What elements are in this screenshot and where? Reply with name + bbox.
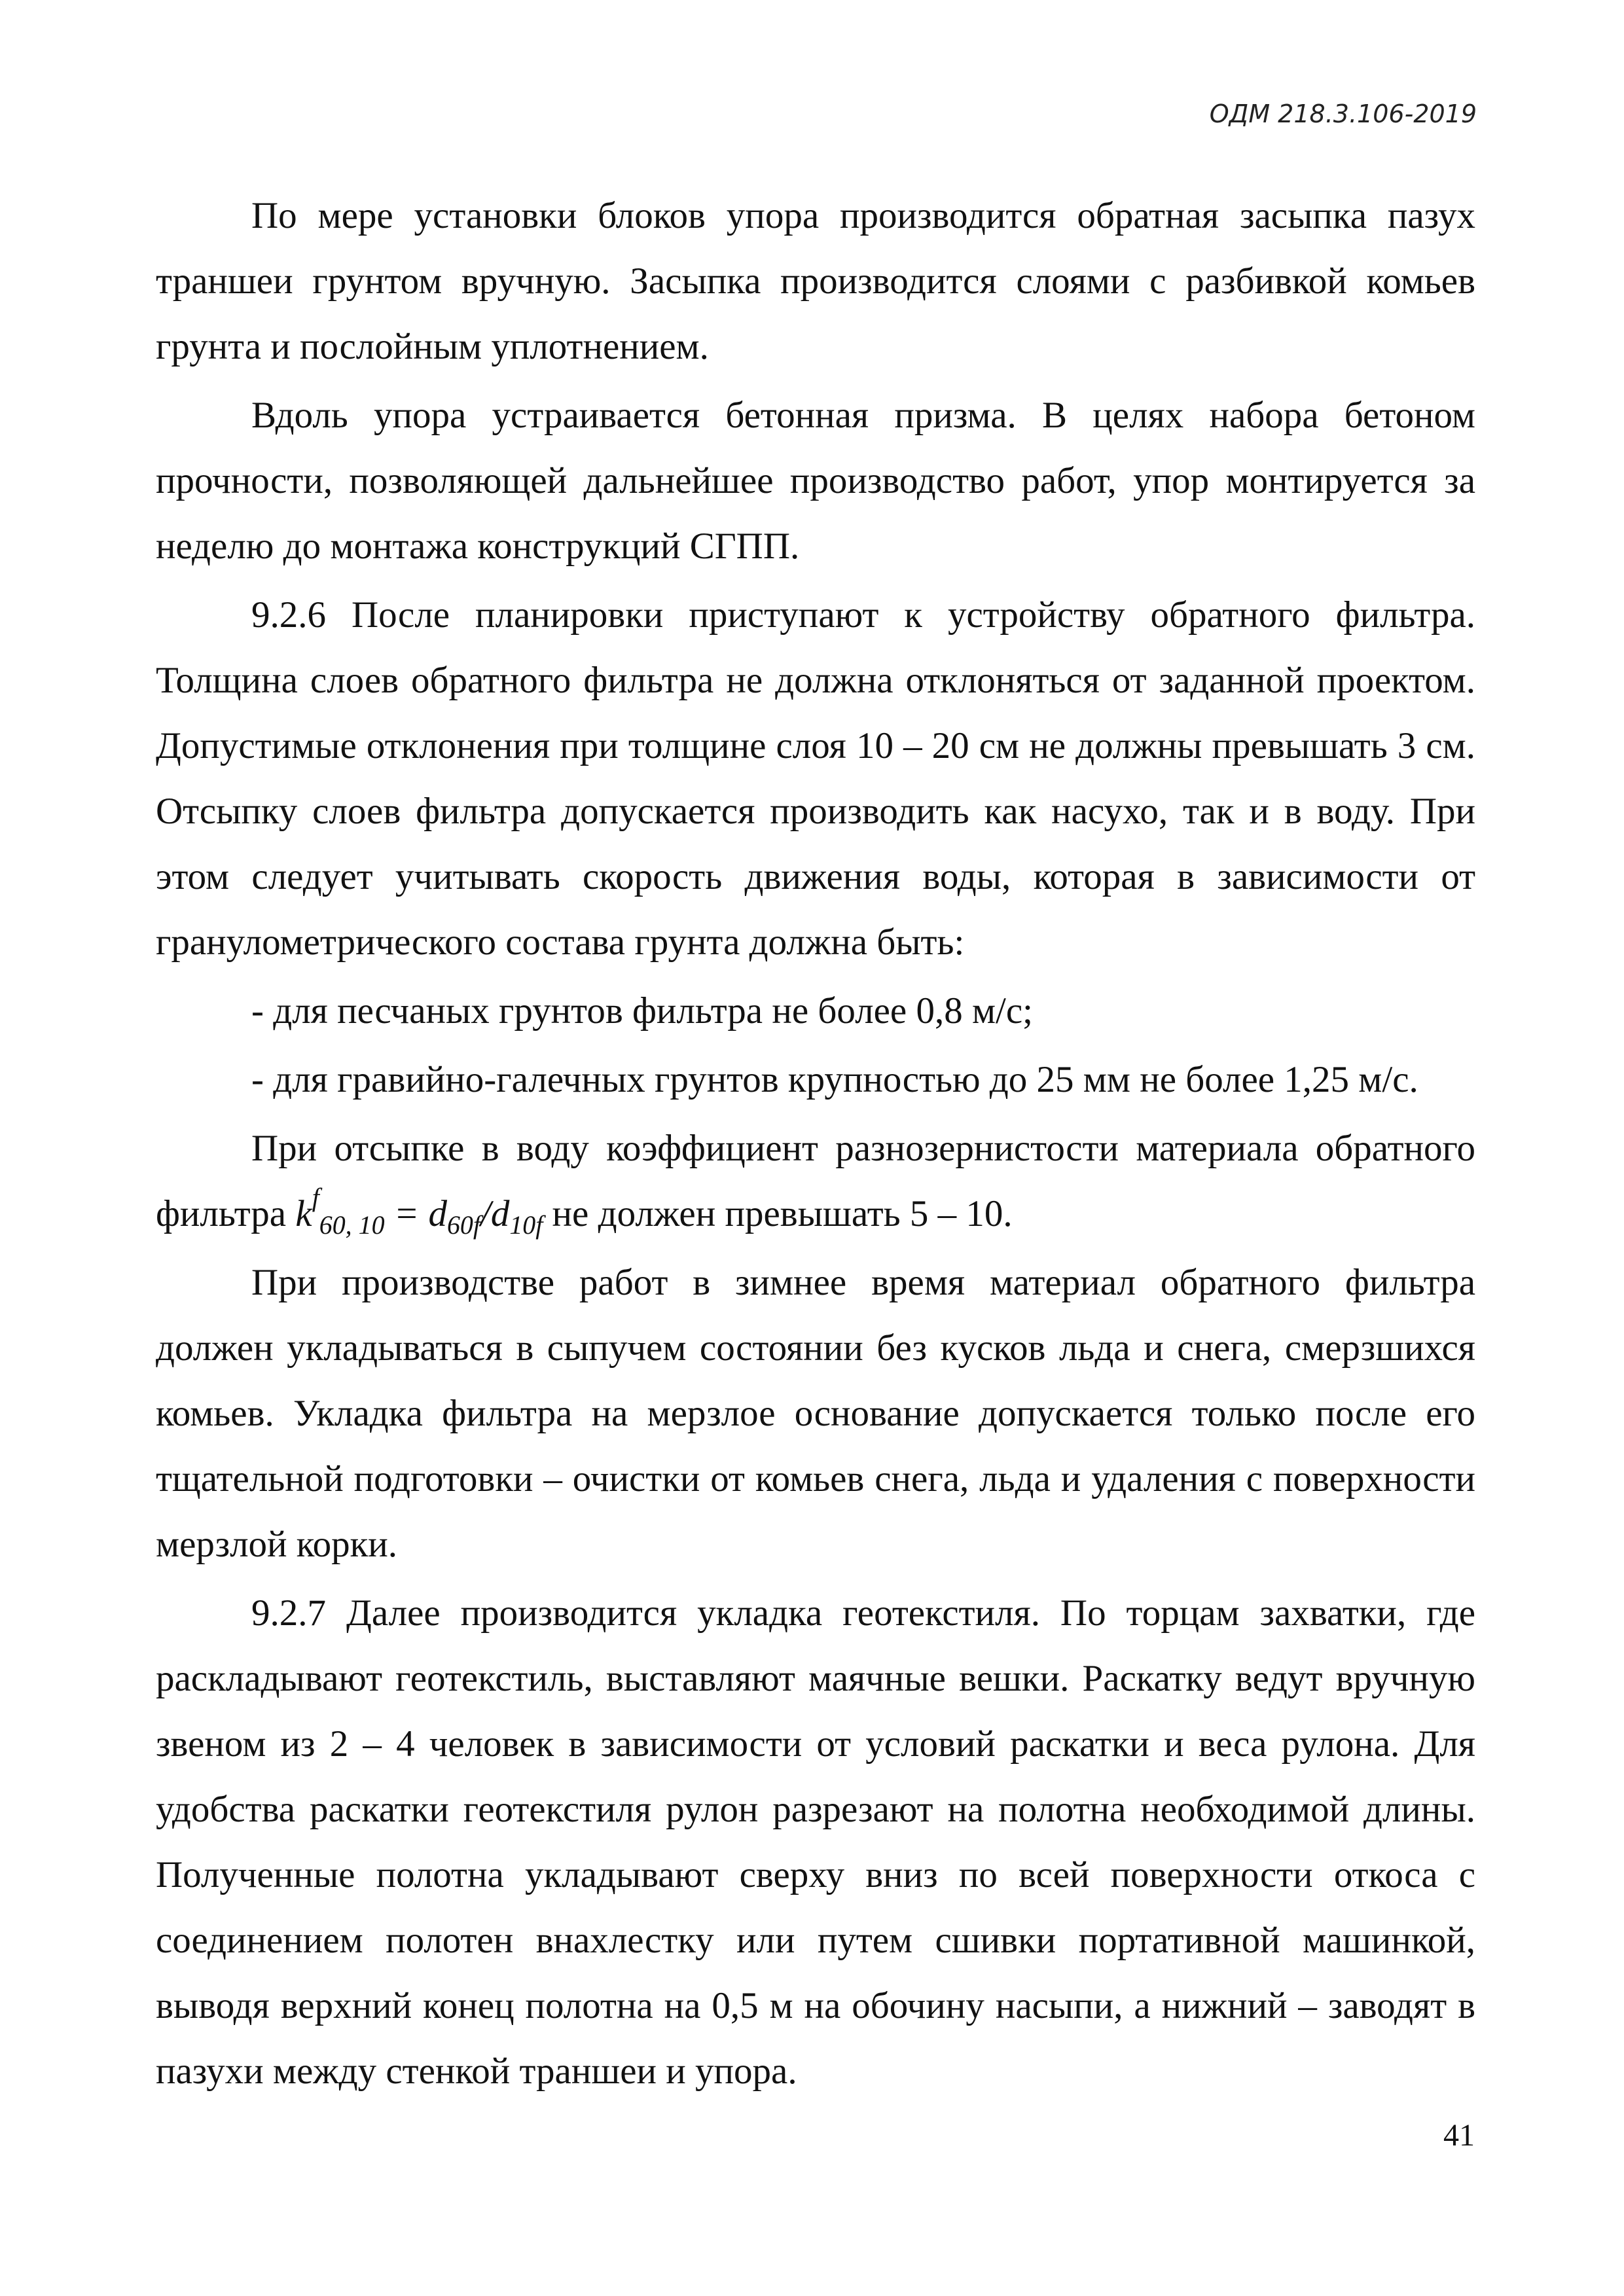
formula-text-before: При отсыпке в воду коэффициент разнозернистости материала обратного фильтра — [156, 1128, 1475, 1234]
paragraph-uniformity-coefficient — [156, 1116, 1475, 1247]
paragraph-9-2-7: 9.2.7 Далее производится укладка геотекстиля. По торцам захватки, где раскладывают геотекстиль, выставляют маячные вешки. Раскатку ведут вручную звеном из 2 – 4 человек в зависимости от условий раскатки и веса рулона. Для удобства раскатки геотекстиля рулон разрезают на полотна необходимой длины. Полученные полотна укладывают сверху вниз по всей поверхности откоса с соединением полотен внахлестку или путем сшивки портативной машинкой, выводя верхний конец полотна на 0,5 м на обочину насыпи, а нижний – заводят в пазухи между стенкой траншеи и упора. — [156, 1592, 1475, 2092]
document-body — [156, 183, 1475, 2108]
paragraph-9-2-6: 9.2.6 После планировки приступают к устройству обратного фильтра. Толщина слоев обратного фильтра не должна отклоняться от заданной проектом. Допустимые отклонения при толщине слоя 10 – 20 см не должны превышать 3 см. Отсыпку слоев фильтра допускается производить как насухо, так и в воду. При этом следует учитывать скорость движения воды, которая в зависимости от гранулометрического состава грунта должна быть: — [156, 594, 1475, 963]
paragraph-winter-works: При производстве работ в зимнее время материал обратного фильтра должен укладываться в сыпучем состоянии без кусков льда и снега, смерзшихся комьев. Укладка фильтра на мерзлое основание допускается только после его тщательной подготовки – очистки от комьев снега, льда и удаления с поверхности мерзлой корки. — [156, 1262, 1475, 1565]
document-code-header: ОДМ 218.3.106-2019 — [1209, 99, 1477, 128]
uniformity-formula: $k^f_{60, 10} = d_{60f}/d_{10f}$ — [295, 1183, 543, 1240]
list-item-sand-soils: - для песчаных грунтов фильтра не более 0,8 м/с; — [251, 990, 1033, 1031]
page-number: 41 — [1443, 2118, 1475, 2153]
formula-text-after: не должен превышать 5 – 10. — [543, 1193, 1013, 1234]
paragraph-concrete-prism: Вдоль упора устраивается бетонная призма. В целях набора бетоном прочности, позволяющей дальнейшее производство работ, упор монтируется за неделю до монтажа конструкций СГПП. — [156, 395, 1475, 567]
list-item-gravel-soils: - для гравийно-галечных грунтов крупностью до 25 мм не более 1,25 м/с. — [251, 1059, 1418, 1100]
paragraph-backfill: По мере установки блоков упора производится обратная засыпка пазух траншеи грунтом вручную. Засыпка производится слоями с разбивкой комьев грунта и послойным уплотнением. — [156, 195, 1475, 367]
